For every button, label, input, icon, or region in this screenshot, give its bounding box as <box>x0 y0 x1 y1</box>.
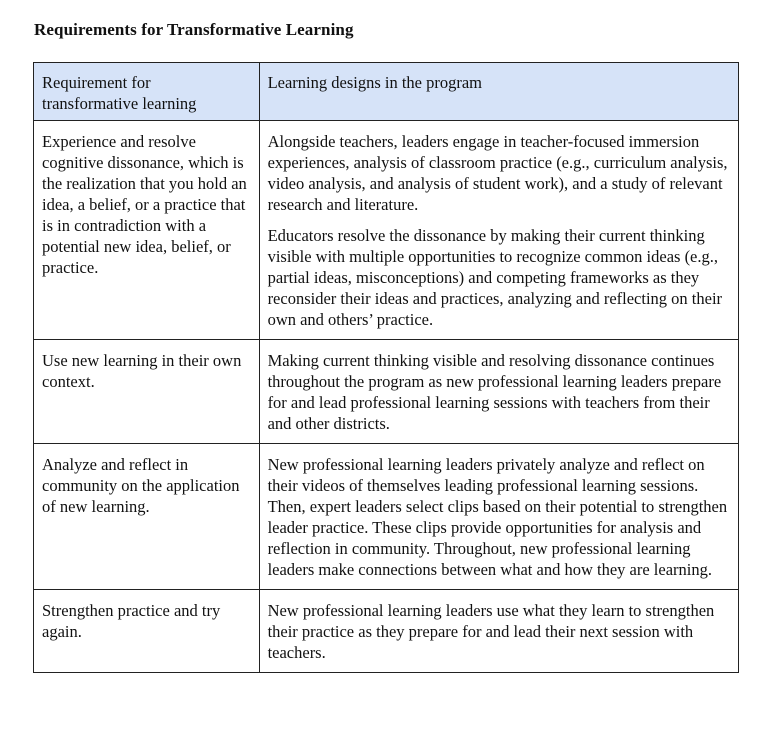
requirement-cell: Use new learning in their own context. <box>34 340 260 444</box>
header-row <box>34 63 739 121</box>
document-title: Requirements for Transformative Learning <box>34 20 354 39</box>
design-cell <box>259 590 738 673</box>
table-row <box>34 590 739 673</box>
requirement-cell: Analyze and reflect in community on the application of new learning. <box>34 444 260 590</box>
table-row <box>34 444 739 590</box>
design-cell <box>259 444 738 590</box>
requirement-cell: Experience and resolve cognitive dissonance, which is the realization that you hold an idea, a belief, or a practice that is in contradiction with a potential new idea, belief, or practice. <box>34 121 260 340</box>
header-requirement: Requirement for transformative learning <box>34 63 260 121</box>
table-row <box>34 121 739 340</box>
design-paragraph: Alongside teachers, leaders engage in teacher-focused immersion experiences, analysis of classroom practice (e.g., curriculum analysis, video analysis, and analysis of student work), and a study of relevant research and literature. <box>267 132 728 214</box>
design-paragraph: New professional learning leaders privately analyze and reflect on their videos of themselves leading professional learning sessions. Then, expert leaders select clips based on their potential to strengthen leader practice. These clips provide opportunities for analysis and reflection in community. Throughout, new professional learning leaders make connections between what and how they are learning. <box>267 455 728 579</box>
requirement-cell: Strengthen practice and try again. <box>34 590 260 673</box>
design-paragraph: Making current thinking visible and resolving dissonance continues throughout the program as new professional learning leaders prepare for and lead professional learning sessions with teachers from their and other districts. <box>267 351 722 433</box>
table-row <box>34 340 739 444</box>
table-header <box>34 63 739 121</box>
design-cell <box>259 340 738 444</box>
requirements-table <box>33 62 739 673</box>
header-learning-designs: Learning designs in the program <box>259 63 738 121</box>
table-body <box>34 121 739 673</box>
design-paragraph: Educators resolve the dissonance by making their current thinking visible with multiple opportunities to recognize common ideas (e.g., partial ideas, misconceptions) and competing frameworks as they reconsider their ideas and practices, analyzing and reflecting on their own and others’ practice. <box>267 226 723 329</box>
design-paragraph: New professional learning leaders use what they learn to strengthen their practice as they prepare for and lead their next session with teachers. <box>267 601 715 662</box>
design-cell <box>259 121 738 340</box>
